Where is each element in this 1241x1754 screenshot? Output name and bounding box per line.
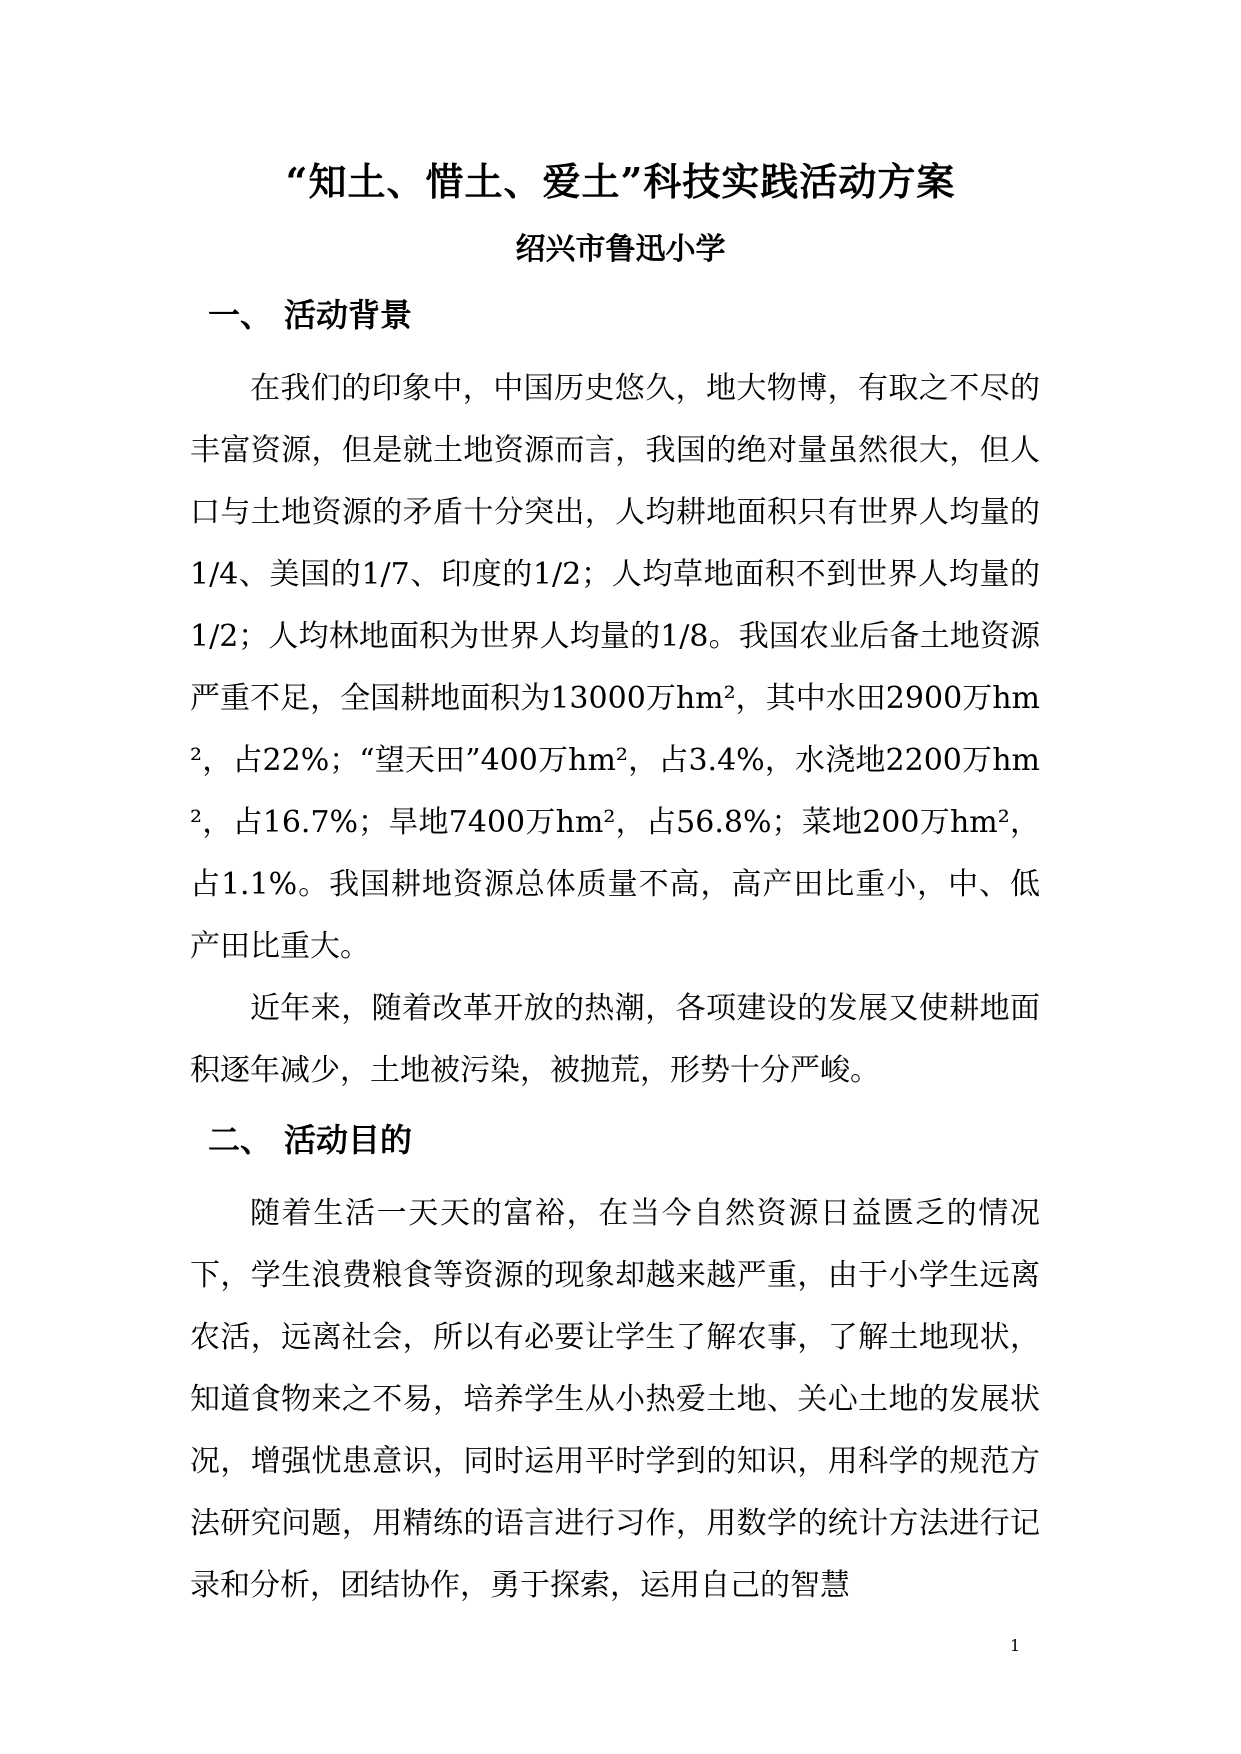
paragraph: 近年来，随着改革开放的热潮，各项建设的发展又使耕地面积逐年减少，土地被污染，被抛荒，形势十分严峻。: [190, 991, 1040, 1088]
paragraph: 随着生活一天天的富裕，在当今自然资源日益匮乏的情况下，学生浪费粮食等资源的现象却越来越严重，由于小学生远离农活，远离社会，所以有必要让学生了解农事，了解土地现状，知道食物来之不易，培养学生从小热爱土地、关心土地的发展状况，增强忧患意识，同时运用平时学到的知识，用科学的规范方法研究问题，用精练的语言进行习作，用数学的统计方法进行记录和分析，团结协作，勇于探索，运用自己的智慧: [190, 1196, 1040, 1603]
section-heading-background: [208, 292, 412, 338]
paragraph: 在我们的印象中，中国历史悠久，地大物博，有取之不尽的丰富资源，但是就土地资源而言，我国的绝对量虽然很大，但人口与土地资源的矛盾十分突出，人均耕地面积只有世界人均量的1/4、美国的1/7、印度的1/2；人均草地面积不到世界人均量的1/2；人均林地面积为世界人均量的1/8。我国农业后备土地资源严重不足，全国耕地面积为13000万hm²，其中水田2900万hm²，占22%；“望天田”400万hm²，占3.4%，水浇地2200万hm²，占16.7%；旱地7400万hm²，占56.8%；菜地200万hm²，占1.1%。我国耕地资源总体质量不高，高产田比重小，中、低产田比重大。: [190, 371, 1040, 964]
section-number: 一、: [208, 296, 273, 334]
document-title: “知土、惜土、爱土”科技实践活动方案: [285, 159, 956, 204]
section-heading-purpose: [208, 1117, 412, 1163]
section-number: 二、: [208, 1121, 273, 1159]
section-title: 活动背景: [284, 296, 413, 334]
section-title: 活动目的: [284, 1121, 413, 1159]
page-number: 1: [1010, 1636, 1021, 1655]
document-subtitle: 绍兴市鲁迅小学: [515, 232, 726, 267]
